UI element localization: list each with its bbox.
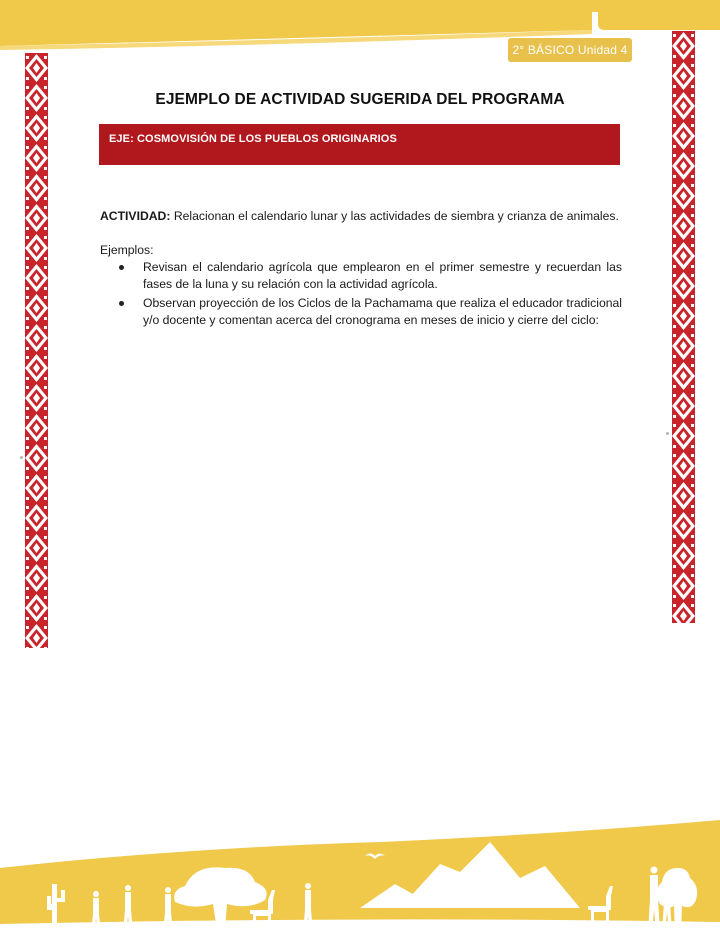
list-item	[100, 295, 622, 329]
bullet-icon	[119, 301, 124, 306]
activity-text: Relacionan el calendario lunar y las actividades de siembra y crianza de animales.	[173, 209, 619, 223]
bullet-icon	[119, 265, 124, 270]
activity-content	[100, 208, 622, 331]
examples-list	[100, 259, 622, 329]
list-item-text: Observan proyección de los Ciclos de la Pachamama que realiza el educador tradicional y/o docente y comentan acerca del cronograma en meses de inicio y cierre del ciclo:	[143, 296, 622, 327]
activity-paragraph	[100, 208, 622, 225]
left-margin-mark	[20, 456, 23, 459]
list-item-text: Revisan el calendario agrícola que emplearon en el primer semestre y recuerdan las fases de la luna y su relación con la actividad agrícola.	[143, 260, 622, 291]
axis-header-bar	[99, 124, 620, 165]
activity-label: ACTIVIDAD:	[100, 209, 171, 223]
axis-header-text: EJE: COSMOVISIÓN DE LOS PUEBLOS ORIGINARIOS	[109, 133, 397, 145]
left-woven-border	[23, 53, 50, 648]
examples-label: Ejemplos:	[100, 243, 154, 257]
bottom-landscape-illustration	[0, 798, 720, 932]
grade-unit-tab: 2° BÁSICO Unidad 4	[508, 38, 632, 62]
page-title: EJEMPLO DE ACTIVIDAD SUGERIDA DEL PROGRAMA	[155, 91, 565, 108]
right-woven-border	[670, 31, 697, 623]
list-item	[100, 259, 622, 293]
right-margin-mark	[666, 432, 669, 435]
